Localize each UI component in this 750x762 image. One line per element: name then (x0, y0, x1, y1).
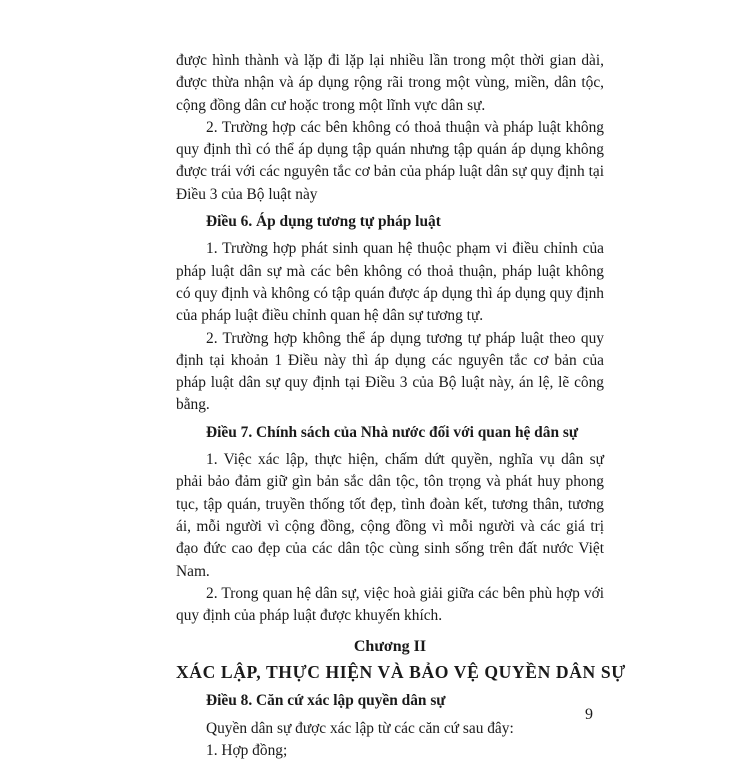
chapter-title: XÁC LẬP, THỰC HIỆN VÀ BẢO VỆ QUYỀN DÂN SỰ (176, 662, 626, 683)
continuation-paragraph: được hình thành và lặp đi lặp lại nhiều lần trong một thời gian dài, được thừa nhận và áp dụng rộng rãi trong một vùng, miền, dân tộc, cộng đồng dân cư hoặc trong một lĩnh vực dân sự. (176, 52, 604, 114)
article-7-heading: Điều 7. Chính sách của Nhà nước đối với quan hệ dân sự (206, 423, 579, 441)
article-5-clause-2: 2. Trường hợp các bên không có thoả thuận và pháp luật không quy định thì có thể áp dụng tập quán nhưng tập quán áp dụng không được trái với các nguyên tắc cơ bản của pháp luật dân sự quy định tại Điều 3 của Bộ luật này (176, 118, 604, 203)
page-number: 9 (585, 706, 593, 723)
article-7-clause-2: 2. Trong quan hệ dân sự, việc hoà giải giữa các bên phù hợp với quy định của pháp luật được khuyến khích. (176, 584, 604, 625)
article-6-heading: Điều 6. Áp dụng tương tự pháp luật (206, 213, 441, 231)
article-8-heading: Điều 8. Căn cứ xác lập quyền dân sự (206, 692, 446, 710)
article-6-clause-2: 2. Trường hợp không thể áp dụng tương tự pháp luật theo quy định tại khoản 1 Điều này thì áp dụng các nguyên tắc cơ bản của pháp luật dân sự quy định tại Điều 3 của Bộ luật này, án lệ, lẽ công bằng. (176, 329, 604, 414)
article-7-clause-1: 1. Việc xác lập, thực hiện, chấm dứt quyền, nghĩa vụ dân sự phải bảo đảm giữ gìn bản sắc dân tộc, tôn trọng và phát huy phong tục, tập quán, truyền thống tốt đẹp, tình đoàn kết, tương thân, tương ái, mỗi người vì cộng đồng, cộng đồng vì mỗi người và các giá trị đạo đức cao đẹp của các dân tộc cùng sinh sống trên đất nước Việt Nam. (176, 451, 604, 580)
article-8-intro: Quyền dân sự được xác lập từ các căn cứ sau đây: (206, 719, 514, 737)
chapter-number: Chương II (353, 638, 427, 656)
page-text-body (176, 50, 626, 762)
article-8-item-1: 1. Hợp đồng; (206, 742, 288, 760)
article-6-clause-1: 1. Trường hợp phát sinh quan hệ thuộc phạm vi điều chỉnh của pháp luật dân sự mà các bên không có thoả thuận, pháp luật không có quy định và không có tập quán được áp dụng thì áp dụng quy định của pháp luật điều chỉnh quan hệ dân sự tương tự. (176, 240, 604, 325)
